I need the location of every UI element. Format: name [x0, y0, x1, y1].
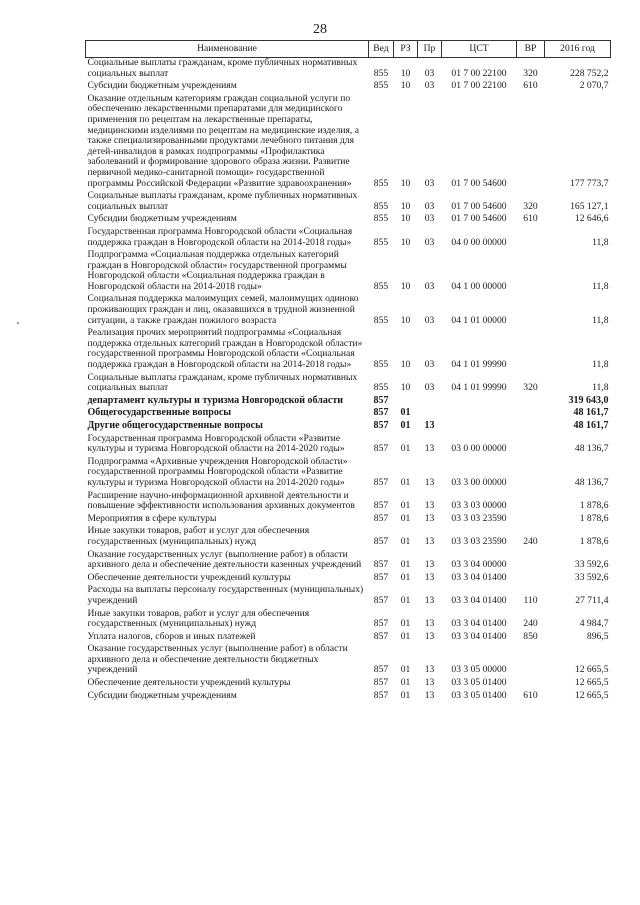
- row-vr: [517, 408, 545, 421]
- row-pr: 03: [424, 67, 435, 79]
- row-pr: [418, 396, 442, 409]
- table-row: [86, 644, 611, 678]
- row-amount: 48 136,7: [574, 443, 609, 455]
- row-rz: 01: [400, 559, 411, 571]
- row-ved: 857: [373, 689, 389, 701]
- row-pr: 03: [424, 359, 435, 371]
- row-amount: 12 665,5: [574, 677, 609, 689]
- row-cst: 04 1 01 99990: [451, 359, 507, 371]
- row-vr: [517, 457, 545, 491]
- row-vr: [517, 421, 545, 434]
- row-vr: [517, 94, 545, 191]
- row-vr: [517, 328, 545, 372]
- row-cst: 01 7 00 54600: [451, 177, 507, 189]
- row-pr: 13: [424, 630, 435, 642]
- header-cst: ЦСТ: [442, 41, 517, 58]
- row-vr: [517, 434, 545, 457]
- row-amount: 11,8: [592, 314, 609, 326]
- table-row: [86, 227, 611, 250]
- table-row: [86, 434, 611, 457]
- row-cst: 03 3 03 23590: [451, 512, 507, 524]
- row-rz: 01: [400, 512, 411, 524]
- row-name: Подпрограмма «Социальная поддержка отдельных категорий граждан в Новгородской области» государственной программы Новгородской области «Социальная поддержка граждан в Новгородской области на 2014-2018 годы»: [87, 249, 347, 292]
- row-pr: 13: [424, 512, 435, 524]
- row-vr: [517, 514, 545, 527]
- row-rz: 01: [400, 407, 411, 419]
- row-cst: 04 1 01 99990: [451, 382, 507, 394]
- row-vr: 610: [523, 689, 538, 701]
- row-rz: 01: [400, 443, 411, 455]
- table-row: [86, 691, 611, 704]
- row-name: Подпрограмма «Архивные учреждения Новгородской области» государственной программы Новгородской области «Развитие культуры и туризма Новгородской области на 2014-2020 годы»: [87, 455, 348, 488]
- row-vr: [517, 550, 545, 573]
- row-cst: 01 7 00 22100: [451, 67, 507, 79]
- row-cst: 01 7 00 22100: [451, 80, 507, 92]
- row-name: Субсидии бюджетным учреждениям: [87, 80, 237, 92]
- row-name: Иные закупки товаров, работ и услуг для обеспечения государственных (муниципальных) нужд: [87, 525, 310, 547]
- row-vr: 320: [523, 67, 538, 79]
- row-ved: 857: [373, 500, 389, 512]
- row-amount: 2 070,7: [579, 80, 609, 92]
- row-amount: 27 711,4: [575, 594, 609, 606]
- table-row: [86, 328, 611, 372]
- row-rz: 10: [400, 280, 411, 292]
- row-amount: 319 643,0: [568, 394, 609, 406]
- row-cst: 03 3 04 01400: [451, 630, 507, 642]
- row-pr: 13: [424, 559, 435, 571]
- row-rz: 01: [400, 420, 411, 431]
- table-row: [86, 58, 611, 82]
- row-amount: 1 878,6: [579, 500, 609, 512]
- table-row: [86, 94, 611, 191]
- row-pr: 13: [424, 571, 435, 583]
- row-ved: 857: [373, 394, 389, 406]
- row-cst: [442, 408, 517, 421]
- row-amount: 12 646,6: [574, 213, 609, 225]
- row-name: Уплата налогов, сборов и иных платежей: [87, 630, 256, 642]
- row-vr: 240: [523, 618, 538, 630]
- row-cst: 03 3 04 00000: [451, 559, 507, 571]
- row-pr: 03: [424, 382, 435, 394]
- row-pr: 13: [424, 476, 435, 488]
- table-row: [86, 421, 611, 434]
- row-name: Субсидии бюджетным учреждениям: [87, 689, 237, 701]
- row-name: Иные закупки товаров, работ и услуг для обеспечения государственных (муниципальных) нужд: [87, 607, 310, 630]
- row-ved: 857: [373, 630, 389, 642]
- row-vr: [517, 396, 545, 409]
- row-pr: 13: [424, 618, 435, 630]
- row-vr: 610: [523, 80, 538, 92]
- row-rz: 01: [400, 535, 411, 547]
- row-pr: 13: [424, 594, 435, 606]
- table-row: [86, 294, 611, 328]
- row-vr: 320: [523, 382, 538, 394]
- row-amount: 12 665,5: [574, 689, 609, 701]
- row-vr: [517, 294, 545, 328]
- row-pr: 13: [424, 677, 435, 689]
- row-cst: 04 1 01 00000: [451, 314, 507, 326]
- row-pr: 13: [424, 535, 435, 547]
- row-rz: 01: [400, 689, 411, 701]
- row-rz: 10: [400, 314, 411, 326]
- row-ved: 855: [373, 213, 389, 225]
- row-name: Социальные выплаты гражданам, кроме публичных нормативных социальных выплат: [87, 371, 358, 394]
- row-cst: [442, 421, 517, 434]
- budget-table: [85, 40, 611, 703]
- row-vr: [517, 644, 545, 678]
- row-rz: 10: [400, 236, 411, 248]
- row-ved: 857: [373, 443, 389, 455]
- row-vr: [517, 678, 545, 691]
- row-rz: 01: [400, 594, 411, 606]
- row-ved: 855: [373, 67, 389, 79]
- row-vr: 240: [523, 535, 538, 547]
- row-ved: 855: [373, 200, 389, 212]
- row-cst: 03 3 04 01400: [451, 571, 507, 583]
- row-ved: 855: [373, 314, 389, 326]
- table-header-row: [86, 41, 611, 58]
- table-row: [86, 457, 611, 491]
- table-row: [86, 585, 611, 608]
- row-ved: 857: [373, 571, 389, 583]
- row-ved: 855: [373, 177, 389, 189]
- row-name: Субсидии бюджетным учреждениям: [87, 213, 237, 225]
- row-pr: 13: [424, 420, 435, 431]
- row-amount: 1 878,6: [579, 535, 609, 547]
- row-ved: 857: [373, 664, 389, 676]
- table-row: [86, 81, 611, 94]
- row-amount: 12 665,5: [574, 664, 609, 676]
- row-name: Государственная программа Новгородской области «Развитие культуры и туризма Новгородской области на 2014-2020 годы»: [87, 432, 345, 455]
- row-cst: 03 3 05 00000: [451, 664, 507, 676]
- row-ved: 857: [373, 420, 389, 431]
- row-name: Общегосударственные вопросы: [87, 407, 232, 419]
- row-amount: 11,8: [592, 382, 609, 394]
- row-rz: 01: [400, 618, 411, 630]
- row-name: Оказание государственных услуг (выполнение работ) в области архивного дела и обеспечение деятельности казенных учреждений: [87, 548, 362, 571]
- row-name: Социальные выплаты гражданам, кроме публичных нормативных социальных выплат: [87, 57, 358, 79]
- table-row: [86, 373, 611, 396]
- table-row: [86, 491, 611, 514]
- row-pr: 13: [424, 664, 435, 676]
- table-row: [86, 526, 611, 549]
- row-amount: 48 136,7: [574, 476, 609, 488]
- row-name: Оказание отдельным категориям граждан социальной услуги по обеспечению лекарственными препаратами для медицинского применения по рецептам на лекарственные препараты, медицинскими изделиями по рецептам на медицинские изделия, а также специализированными продуктами лечебного питания для детей-инвалидов в рамках подпрограммы «Профилактика заболеваний и формирование здорового образа жизни. Развитие первичной медико-санитарной помощи» государственной программы Российской Федерации «Развитие здравоохранения»: [87, 92, 359, 189]
- row-cst: 03 3 03 00000: [451, 500, 507, 512]
- row-ved: 857: [373, 535, 389, 547]
- row-amount: 177 773,7: [570, 177, 609, 189]
- row-vr: 610: [523, 213, 538, 225]
- table-row: [86, 250, 611, 294]
- row-name: Расходы на выплаты персоналу государственных (муниципальных) учреждений: [87, 584, 364, 606]
- row-pr: 03: [424, 200, 435, 212]
- header-year: 2016 год: [545, 41, 611, 58]
- table-row: [86, 609, 611, 632]
- row-cst: 03 3 05 01400: [451, 689, 507, 701]
- row-name: Государственная программа Новгородской области «Социальная поддержка граждан в Новгородской области на 2014-2018 годы»: [87, 225, 353, 248]
- row-vr: [517, 250, 545, 294]
- row-name: Реализация прочих мероприятий подпрограммы «Социальная поддержка отдельных категорий граждан в Новгородской области» государственной программы Новгородской области «Социальная поддержка граждан в Новгородской области на 2014-2018 годы»: [87, 327, 363, 371]
- row-rz: 01: [400, 664, 411, 676]
- row-rz: 10: [400, 177, 411, 189]
- header-pr: Пр: [418, 41, 442, 58]
- row-cst: 03 3 05 01400: [451, 677, 507, 689]
- row-rz: 01: [400, 677, 411, 689]
- row-vr: [517, 573, 545, 586]
- row-name: Оказание государственных услуг (выполнение работ) в области архивного дела и обеспечение деятельности бюджетных учреждений: [87, 643, 348, 676]
- row-name: Социальная поддержка малоимущих семей, малоимущих одиноко проживающих граждан и лиц, оказавшихся в трудной жизненной ситуации, а также граждан пожилого возраста: [87, 293, 359, 326]
- row-pr: 03: [424, 314, 435, 326]
- row-amount: 896,5: [586, 630, 609, 642]
- table-row: [86, 550, 611, 573]
- table-row: [86, 678, 611, 691]
- row-amount: 11,8: [592, 236, 609, 248]
- row-amount: 48 161,7: [573, 407, 609, 419]
- header-rz: РЗ: [394, 41, 418, 58]
- row-name: Расширение научно-информационной архивной деятельности и повышение эффективности использования архивных документов: [87, 489, 355, 512]
- row-rz: 01: [400, 500, 411, 512]
- row-pr: 03: [424, 213, 435, 225]
- row-pr: 03: [424, 177, 435, 189]
- row-pr: 13: [424, 500, 435, 512]
- row-rz: 10: [400, 67, 411, 79]
- row-ved: 857: [373, 559, 389, 571]
- row-cst: 03 0 00 00000: [451, 443, 507, 455]
- row-amount: 228 752,2: [570, 67, 609, 79]
- row-pr: 03: [424, 80, 435, 92]
- scan-speck: [17, 322, 19, 324]
- row-ved: 857: [373, 618, 389, 630]
- row-ved: 857: [373, 594, 389, 606]
- row-pr: 13: [424, 443, 435, 455]
- row-vr: 110: [523, 594, 538, 606]
- row-amount: 165 127,1: [570, 200, 609, 212]
- row-name: департамент культуры и туризма Новгородской области: [87, 394, 344, 406]
- row-vr: 320: [523, 200, 538, 212]
- row-cst: 01 7 00 54600: [451, 200, 507, 212]
- row-vr: [517, 491, 545, 514]
- row-ved: 857: [373, 677, 389, 689]
- row-ved: 855: [373, 359, 389, 371]
- row-name: Обеспечение деятельности учреждений культуры: [87, 571, 291, 583]
- row-ved: 855: [373, 236, 389, 248]
- row-rz: 01: [400, 630, 411, 642]
- row-ved: 857: [373, 407, 389, 419]
- row-rz: 10: [400, 359, 411, 371]
- row-cst: 03 3 00 00000: [451, 476, 507, 488]
- row-vr: 850: [523, 630, 538, 642]
- row-name: Социальные выплаты гражданам, кроме публичных нормативных социальных выплат: [87, 190, 358, 212]
- table-body: [86, 58, 611, 704]
- row-cst: [442, 396, 517, 409]
- row-pr: 03: [424, 236, 435, 248]
- row-cst: 03 3 03 23590: [451, 535, 507, 547]
- row-cst: 04 0 00 00000: [451, 236, 507, 248]
- row-amount: 11,8: [592, 359, 609, 371]
- row-ved: 855: [373, 280, 389, 292]
- row-name: Другие общегосударственные вопросы: [87, 420, 263, 431]
- row-ved: 855: [373, 80, 389, 92]
- row-amount: 48 161,7: [573, 420, 609, 431]
- table-row: [86, 191, 611, 214]
- row-ved: 857: [373, 512, 389, 524]
- header-ved: Вед: [369, 41, 394, 58]
- row-amount: 1 878,6: [579, 512, 609, 524]
- row-ved: 855: [373, 382, 389, 394]
- row-pr: 03: [424, 280, 435, 292]
- header-name: Наименование: [86, 41, 369, 58]
- row-vr: [517, 227, 545, 250]
- header-vr: ВР: [517, 41, 545, 58]
- row-cst: 03 3 04 01400: [451, 618, 507, 630]
- row-name: Обеспечение деятельности учреждений культуры: [87, 677, 291, 689]
- row-rz: 01: [400, 571, 411, 583]
- row-rz: 10: [400, 80, 411, 92]
- row-rz: 01: [400, 476, 411, 488]
- row-ved: 857: [373, 476, 389, 488]
- row-name: Мероприятия в сфере культуры: [87, 512, 217, 524]
- row-cst: 01 7 00 54600: [451, 213, 507, 225]
- row-pr: 13: [424, 689, 435, 701]
- row-amount: 4 984,7: [579, 618, 609, 630]
- row-rz: 10: [400, 382, 411, 394]
- row-amount: 11,8: [592, 280, 609, 292]
- row-amount: 33 592,6: [574, 559, 609, 571]
- row-cst: 04 1 00 00000: [451, 280, 507, 292]
- row-rz: 10: [400, 200, 411, 212]
- row-cst: 03 3 04 01400: [451, 594, 507, 606]
- page-number: 28: [313, 22, 327, 37]
- row-rz: 10: [400, 213, 411, 225]
- row-amount: 33 592,6: [574, 571, 609, 583]
